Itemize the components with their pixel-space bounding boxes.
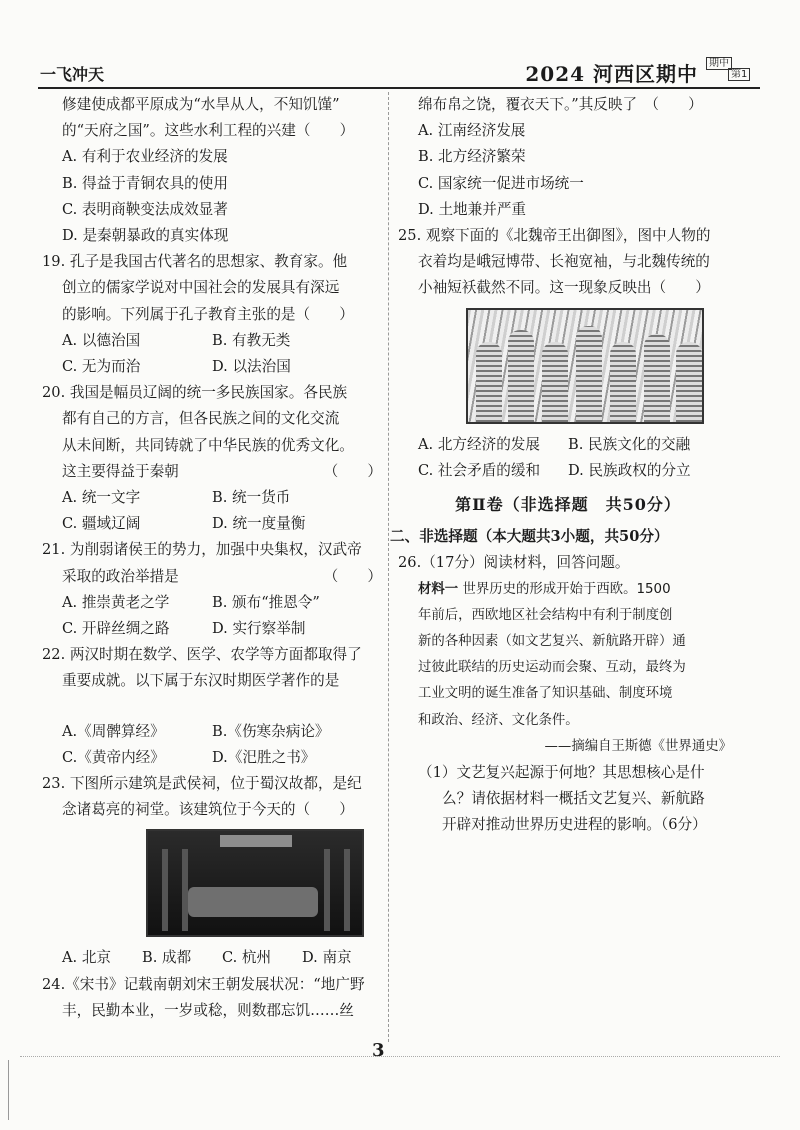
q22-option-c: C.《黄帝内经》 (62, 748, 165, 766)
q21-option-a: A. 推崇黄老之学 (62, 593, 170, 611)
page-header (38, 54, 760, 84)
page-number: 3 (372, 1040, 385, 1061)
figure (676, 342, 702, 422)
figure (542, 342, 568, 422)
material-line: 年前后，西欧地区社会结构中有利于制度创 (418, 607, 673, 623)
q21-stem-end: 采取的政治举措是 (62, 567, 179, 585)
q25-option-a: A. 北方经济的发展 (418, 435, 540, 453)
q21-stem: 21. 为削弱诸侯王的势力，加强中央集权，汉武帝 (42, 541, 362, 559)
q23-option-d: D. 南京 (302, 949, 352, 967)
header-rule (38, 87, 760, 89)
pillar (344, 849, 350, 931)
pillar (162, 849, 168, 931)
q19-option-d: D. 以法治国 (212, 358, 291, 376)
material-line: 过彼此联结的历史运动而会聚、互动，最终为 (418, 660, 686, 676)
q21-option-d: D. 实行察举制 (212, 620, 306, 638)
q25-stem: 衣着均是峨冠博带、长袍宽袖，与北魏传统的 (418, 253, 710, 271)
q22-stem: 22. 两汉时期在数学、医学、农学等方面都取得了 (42, 646, 362, 664)
q20-option-b: B. 统一货币 (212, 489, 291, 507)
q21-option-b: B. 颁布“推恩令” (212, 593, 320, 611)
q20-stem-end: 这主要得益于秦朝 (62, 462, 179, 480)
q26-sub1: 开辟对推动世界历史进程的影响。（6分） (442, 816, 707, 834)
q18-text: 修建使成都平原成为“水旱从人，不知饥馑” (62, 96, 340, 113)
q20-stem: 都有自己的方言，但各民族之间的文化交流 (62, 410, 340, 428)
q18-text: 的“天府之国”。这些水利工程的兴建（ ） (62, 122, 355, 140)
part2-title: 第Ⅱ卷（非选择题 共50分） (455, 495, 681, 515)
figure (508, 330, 534, 422)
q22-option-b: B.《伤寒杂病论》 (212, 722, 330, 740)
q20-option-a: A. 统一文字 (62, 489, 141, 507)
q26-stem: 26.（17分）阅读材料，回答问题。 (398, 554, 630, 572)
q24-stem: 24.《宋书》记载南朝刘宋王朝发展状况：“地广野 (42, 975, 365, 993)
q18-option-c: C. 表明商鞅变法成效显著 (62, 200, 228, 218)
q25-stem: 小袖短袄截然不同。这一现象反映出（ ） (418, 279, 710, 297)
q18-option-a: A. 有利于农业经济的发展 (62, 148, 228, 166)
section2-heading: 二、非选择题（本大题共3小题，共50分） (390, 528, 669, 546)
q25-option-c: C. 社会矛盾的缓和 (418, 461, 541, 479)
pillar (182, 849, 188, 931)
q20-stem: 从未间断，共同铸就了中华民族的优秀文化。 (62, 436, 354, 454)
shrine-plaque (220, 835, 292, 847)
material-line: 工业文明的诞生准备了知识基础、制度环境 (418, 686, 673, 702)
q20-stem (42, 459, 382, 485)
figure (576, 326, 602, 422)
header-badge (704, 56, 752, 82)
q22-options (42, 745, 382, 771)
q24-option-b: B. 北方经济繁荣 (418, 148, 526, 166)
q21-option-c: C. 开辟丝绸之路 (62, 620, 170, 638)
q19-stem: 的影响。下列属于孔子教育主张的是（ ） (62, 305, 354, 323)
column-divider (388, 92, 389, 1042)
q23-stem: 23. 下图所示建筑是武侯祠，位于蜀汉故都，是纪 (42, 775, 362, 793)
q26-sub1: （1）文艺复兴起源于何地？其思想核心是什 (418, 764, 705, 782)
q23-option-c: C. 杭州 (222, 949, 272, 967)
q23-options (42, 945, 382, 971)
q20-option-c: C. 疆域辽阔 (62, 515, 141, 533)
material-text: 世界历史的形成开始于西欧。1500 (462, 581, 671, 597)
shrine-altar (188, 887, 318, 917)
q25-options (398, 458, 738, 484)
q20-option-d: D. 统一度量衡 (212, 515, 306, 533)
header-title: 2024 河西区期中 (525, 62, 698, 86)
q25-stem: 25. 观察下面的《北魏帝王出御图》，图中人物的 (398, 227, 711, 245)
binding-edge (8, 1060, 9, 1120)
q21-stem (42, 564, 382, 590)
q22-stem: 重要成就。以下属于东汉时期医学著作的是 (62, 672, 340, 690)
q24-stem: 丰，民勤本业，一岁或稔，则数郡忘饥……丝 (62, 1001, 354, 1019)
q20-answer-bracket: （ ） (323, 462, 382, 480)
q25-option-b: B. 民族文化的交融 (568, 435, 691, 453)
northern-wei-procession-image (466, 308, 704, 424)
q19-option-c: C. 无为而治 (62, 358, 141, 376)
material-line: 和政治、经济、文化条件。 (418, 712, 579, 728)
q19-option-b: B. 有教无类 (212, 331, 291, 349)
footer-rule (20, 1056, 780, 1057)
brand-logo: 一飞冲天 (40, 65, 105, 84)
q24-option-d: D. 土地兼并严重 (418, 200, 527, 218)
q19-options (42, 328, 382, 354)
material-line (398, 577, 738, 603)
q25-options (398, 432, 738, 458)
q23-option-b: B. 成都 (142, 949, 192, 967)
q18-option-d: D. 是秦朝暴政的真实体现 (62, 227, 229, 245)
left-column (42, 92, 382, 1024)
figure (644, 334, 670, 422)
q21-answer-bracket: （ ） (323, 567, 382, 585)
q24-stem-cont: 绵布帛之饶，覆衣天下。”其反映了 （ ） (418, 96, 703, 113)
q19-option-a: A. 以德治国 (62, 331, 141, 349)
material-line: 新的各种因素（如文艺复兴、新航路开辟）通 (418, 634, 686, 650)
q20-options (42, 511, 382, 537)
badge-bottom: 第1 (728, 68, 750, 81)
pillar (324, 849, 330, 931)
material-attribution: ——摘编自王斯德《世界通史》 (544, 738, 732, 754)
wuhou-shrine-photo (146, 829, 364, 937)
q22-option-a: A.《周髀算经》 (62, 722, 165, 740)
q18-option-b: B. 得益于青铜农具的使用 (62, 174, 228, 192)
q19-stem: 19. 孔子是我国古代著名的思想家、教育家。他 (42, 253, 348, 271)
q21-options (42, 616, 382, 642)
figure (476, 342, 502, 422)
material-label: 材料一 (418, 581, 459, 597)
q26-sub1: 么？请依据材料一概括文艺复兴、新航路 (442, 790, 705, 808)
q24-option-c: C. 国家统一促进市场统一 (418, 174, 584, 192)
q19-options (42, 354, 382, 380)
q22-option-d: D.《汜胜之书》 (212, 748, 316, 766)
q23-stem: 念诸葛亮的祠堂。该建筑位于今天的（ ） (62, 801, 354, 819)
q19-stem: 创立的儒家学说对中国社会的发展具有深远 (62, 279, 340, 297)
q20-options (42, 485, 382, 511)
q20-stem: 20. 我国是幅员辽阔的统一多民族国家。各民族 (42, 384, 348, 402)
q25-option-d: D. 民族政权的分立 (568, 461, 691, 479)
q24-option-a: A. 江南经济发展 (418, 122, 526, 140)
q22-options (42, 719, 382, 745)
badge-top: 期中 (706, 57, 732, 70)
figure (610, 342, 636, 422)
right-column (390, 92, 738, 839)
q21-options (42, 590, 382, 616)
q23-option-a: A. 北京 (62, 949, 112, 967)
